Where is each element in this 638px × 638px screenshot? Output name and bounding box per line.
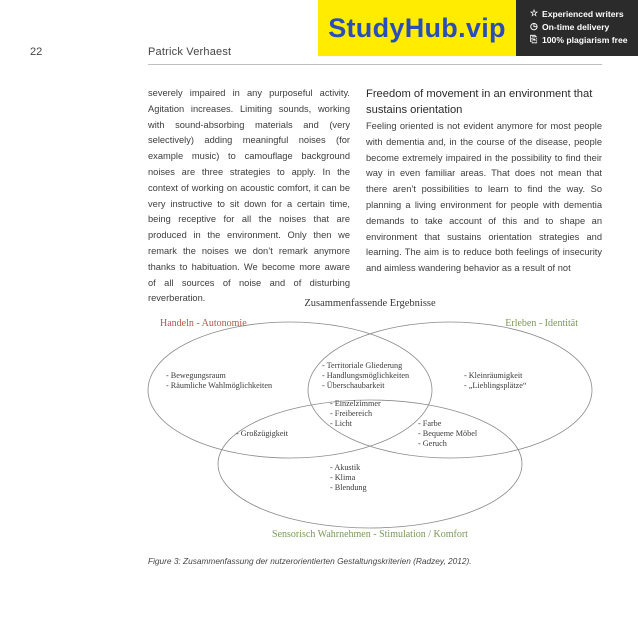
banner-feature-label: 100% plagiarism free xyxy=(542,34,628,45)
banner-feature xyxy=(530,33,628,46)
circle-handeln xyxy=(148,322,432,458)
criterion-label: - Bewegungsraum xyxy=(166,371,226,380)
document-icon: ⎘ xyxy=(530,34,538,44)
criterion-label: - Handlungsmöglichkeiten xyxy=(322,371,410,380)
criterion-label: - Akustik xyxy=(330,463,361,472)
group-bottom-only xyxy=(330,463,367,492)
right-column-text: Feeling oriented is not evident anymore for most people with dementia and, in the course of the disease, people become extremely impaired in the possibility to find their way in even familiar areas. That does not mean that there aren’t possibilities to learn to find the way. So planning a living environment for people with dementia demands to take account of this and to shape an environment that sustains orientation strategies and learning. The aim is to reduce both feelings of insecurity and aimless wandering behavior as a result of not xyxy=(366,121,602,274)
criterion-label: - Blendung xyxy=(330,483,367,492)
clock-icon: ◷ xyxy=(530,21,538,31)
banner-feature xyxy=(530,7,628,20)
criterion-label: - Farbe xyxy=(418,419,442,428)
label-sensorisch: Sensorisch Wahrnehmen - Stimulation / Komfort xyxy=(272,529,468,540)
banner-feature-list xyxy=(530,7,628,46)
criterion-label: - „Lieblingsplätze“ xyxy=(464,381,527,390)
circle-sensorisch xyxy=(218,400,522,528)
criterion-label: - Licht xyxy=(330,419,353,428)
group-center xyxy=(330,399,381,428)
criterion-label: - Territoriale Gliederung xyxy=(322,361,403,370)
criterion-label: - Klima xyxy=(330,473,356,482)
ad-banner[interactable] xyxy=(318,0,638,56)
banner-feature-label: Experienced writers xyxy=(542,8,624,19)
label-erleben-identitaet: Erleben - Identität xyxy=(505,318,578,329)
criterion-label: - Bequeme Möbel xyxy=(418,429,478,438)
group-right-only xyxy=(464,371,527,390)
page-number: 22 xyxy=(30,46,43,58)
label-handeln-autonomie: Handeln - Autonomie xyxy=(160,318,247,329)
venn-diagram xyxy=(140,294,600,544)
diagram-title: Zusammenfassende Ergebnisse xyxy=(304,298,436,309)
criterion-label: - Einzelzimmer xyxy=(330,399,381,408)
banner-logo[interactable]: StudyHub.vip xyxy=(318,0,516,56)
criterion-label: - Geruch xyxy=(418,439,447,448)
figure-caption: Figure 3: Zusammenfassung der nutzerorientierten Gestaltungskriterien (Radzey, 2012). xyxy=(148,556,472,566)
header-rule xyxy=(148,64,602,65)
banner-feature xyxy=(530,20,628,33)
group-left-bottom xyxy=(236,429,289,438)
criterion-label: - Überschaubarkeit xyxy=(322,381,385,390)
group-left-only xyxy=(166,371,272,390)
criterion-label: - Kleinräumigkeit xyxy=(464,371,523,380)
criterion-label: - Freibereich xyxy=(330,409,373,418)
criterion-label: - Räumliche Wahlmöglichkeiten xyxy=(166,381,273,390)
running-head: Patrick Verhaest xyxy=(148,46,232,58)
star-icon: ☆ xyxy=(530,8,539,18)
left-column-text: severely impaired in any purposeful activity. Agitation increases. Limiting sounds, working with sound-absorbing materials and (very selectively) adding meaningful noises (for example music) to camouflage background noises are three strategies to apply. In the context of working on acoustic comfort, it can be very instructive to sit down for a certain time, being receptive for all the noises that are produced in the environment. Only then we remark the noises we don’t remark anymore thanks to habituation. We become more aware of all sources of noise and of disturbing reverberation. xyxy=(148,88,350,304)
section-heading: Freedom of movement in an environment that sustains orientation xyxy=(366,88,593,116)
right-column xyxy=(366,86,602,277)
group-left-right xyxy=(322,361,409,390)
group-right-bottom xyxy=(418,419,478,448)
criterion-label: - Großzügigkeit xyxy=(236,429,289,438)
banner-feature-label: On-time delivery xyxy=(542,21,610,32)
